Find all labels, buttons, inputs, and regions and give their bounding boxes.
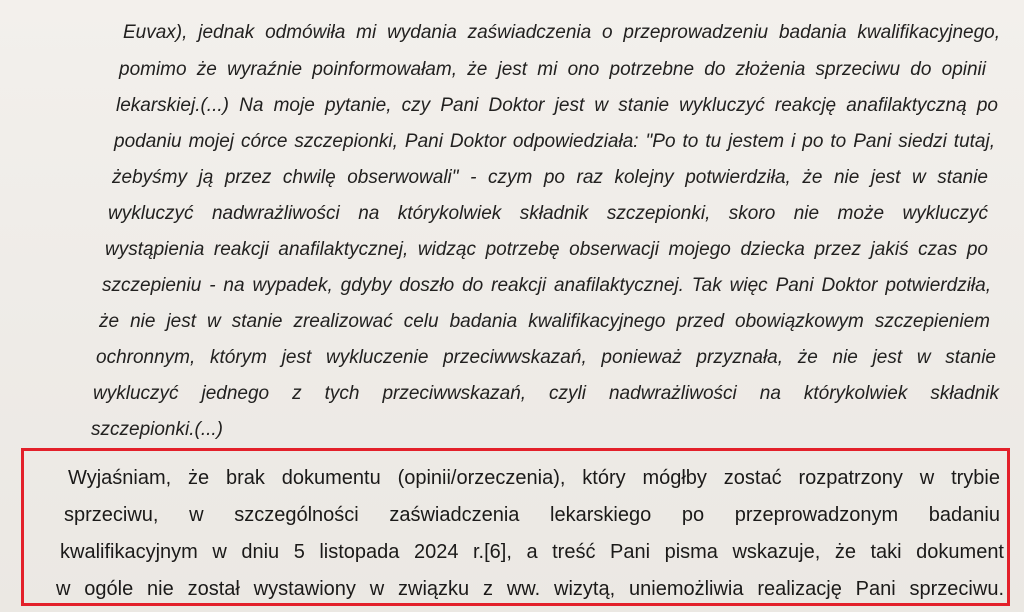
quote-line: lekarskiej.(...) Na moje pytanie, czy Pani Doktor jest w stanie wykluczyć reakcję anafilaktyczną po [116,95,998,116]
quote-line: wystąpienia reakcji anafilaktycznej, widząc potrzebę obserwacji mojego dziecka przez jakiś czas po [105,239,988,260]
quote-line: ochronnym, którym jest wykluczenie przeciwwskazań, ponieważ przyznała, że nie jest w stanie [96,347,996,368]
explanation-line: Wyjaśniam, że brak dokumentu (opinii/orzeczenia), który mógłby zostać rozpatrzony w trybie [68,467,1000,489]
explanation-line: sprzeciwu, w szczególności zaświadczenia lekarskiego po przeprowadzonym badaniu [64,504,1000,526]
quote-line: wykluczyć jednego z tych przeciwwskazań, czyli nadwrażliwości na którykolwiek składnik [93,383,999,404]
quote-line: szczepionki.(...) [91,419,223,440]
quote-line: podaniu mojej córce szczepionki, Pani Doktor odpowiedziała: "Po to tu jestem i po to Pani siedzi tutaj, [114,131,995,152]
quote-line: wykluczyć nadwrażliwości na którykolwiek składnik szczepionki, skoro nie może wykluczyć [108,203,988,224]
quote-line: że nie jest w stanie zrealizować celu badania kwalifikacyjnego przed obowiązkowym szczepieniem [99,311,990,332]
quote-line: pomimo że wyraźnie poinformowałam, że jest mi ono potrzebne do złożenia sprzeciwu do opinii [119,59,986,80]
explanation-line: kwalifikacyjnym w dniu 5 listopada 2024 r.[6], a treść Pani pisma wskazuje, że taki dokument [60,541,1004,563]
quote-line: Euvax), jednak odmówiła mi wydania zaświadczenia o przeprowadzeniu badania kwalifikacyjnego, [123,22,1000,43]
quote-line: szczepieniu - na wypadek, gdyby doszło do reakcji anafilaktycznej. Tak więc Pani Doktor potwierdziła, [102,275,991,296]
highlighted-explanation-box [21,448,1010,606]
explanation-line: w ogóle nie został wystawiony w związku z ww. wizytą, uniemożliwia realizację Pani sprzeciwu. [56,578,1004,600]
quote-line: żebyśmy ją przez chwilę obserwowali" - czym po raz kolejny potwierdziła, że nie jest w stanie [112,167,988,188]
